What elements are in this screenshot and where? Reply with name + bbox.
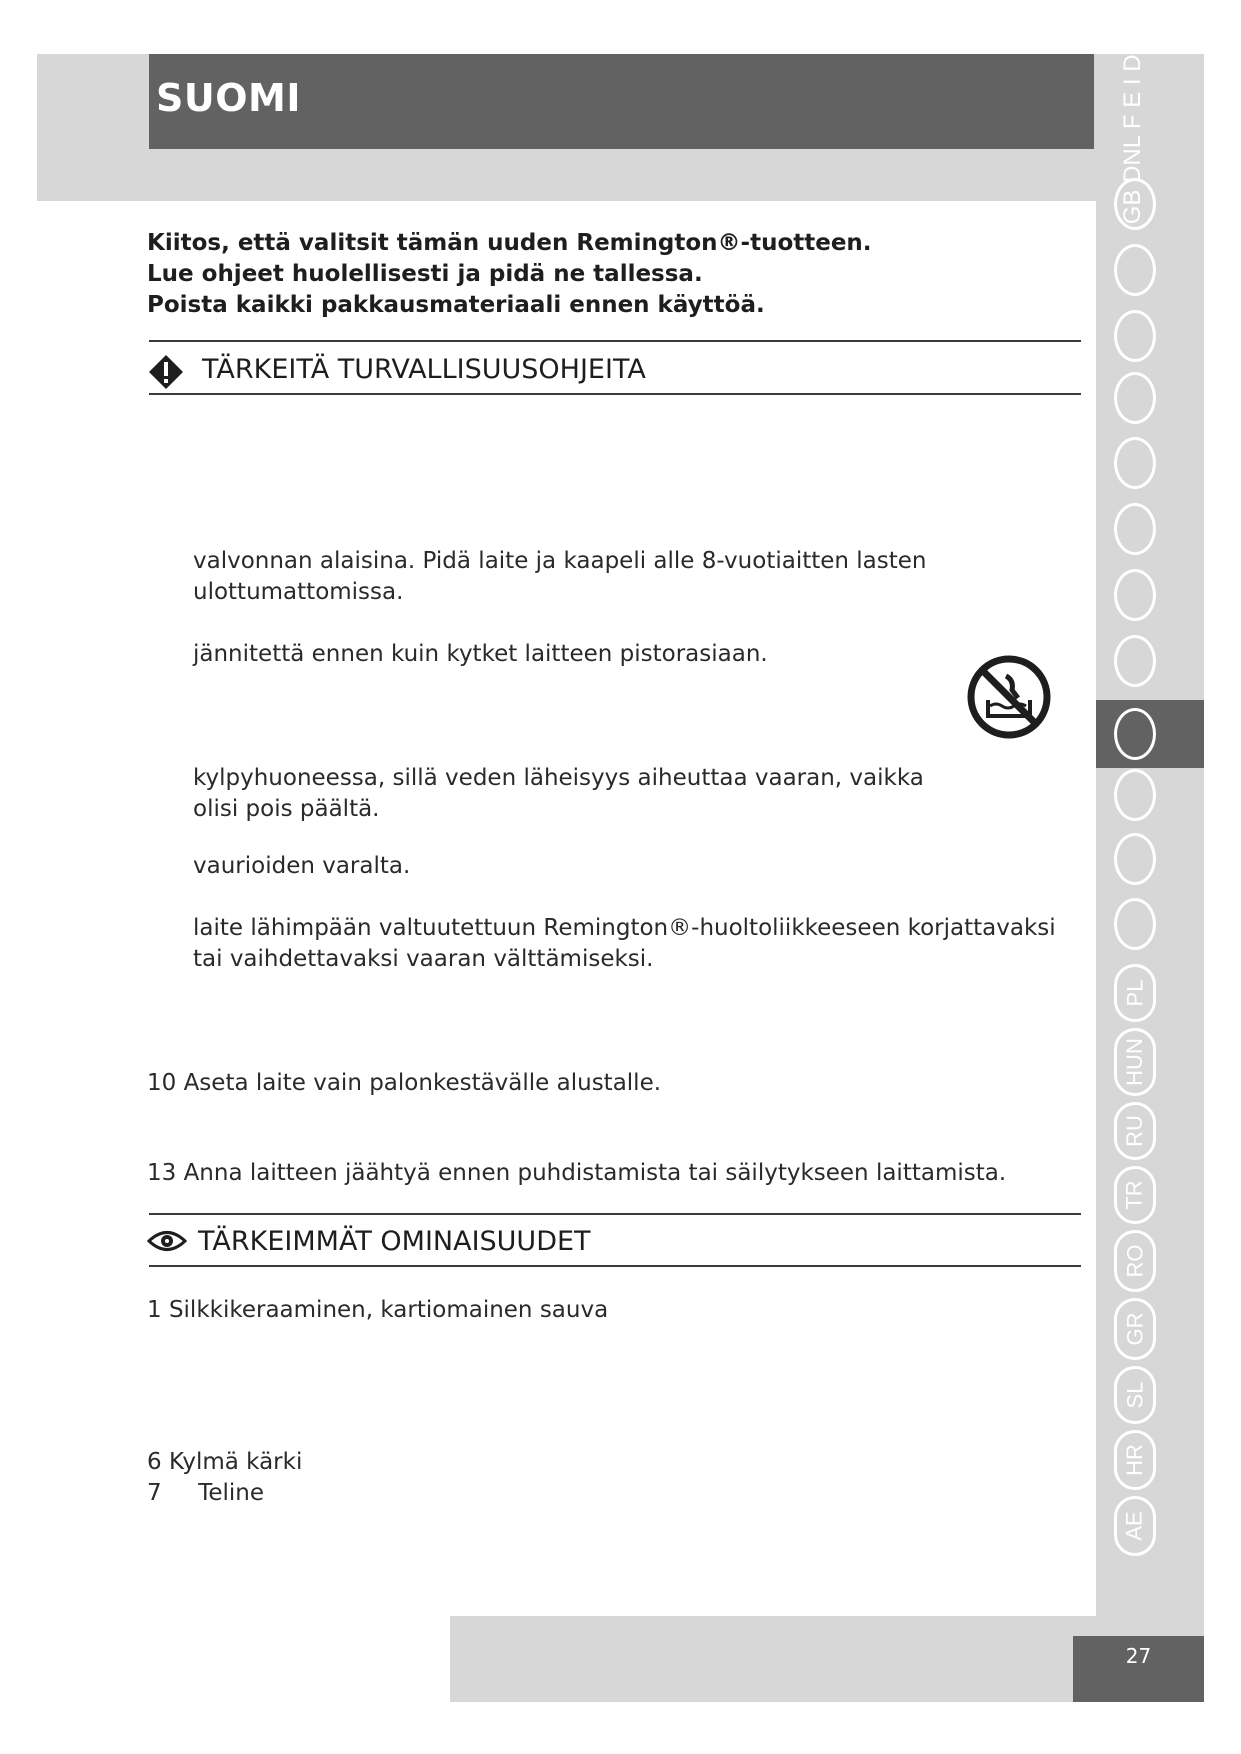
eye-icon <box>147 1228 187 1254</box>
safety-heading: TÄRKEITÄ TURVALLISUUSOHJEITA <box>202 354 646 385</box>
language-tab-sl[interactable]: SL <box>1114 1366 1156 1424</box>
language-tab-circle[interactable] <box>1114 372 1156 424</box>
safety-line: laite lähimpään valtuutettuun Remington®-huoltoliikkeeseen korjattavaksi <box>193 915 1056 941</box>
language-tab-circle[interactable] <box>1114 310 1156 362</box>
language-tab-circle[interactable] <box>1114 178 1156 230</box>
feature-item: 7 Teline <box>147 1480 264 1506</box>
language-tab-circle[interactable] <box>1114 769 1156 821</box>
language-tab-ru[interactable]: RU <box>1114 1102 1156 1160</box>
safety-line: 10 Aseta laite vain palonkestävälle alustalle. <box>147 1070 662 1096</box>
section-rule-top <box>149 1213 1081 1215</box>
no-water-icon <box>966 654 1052 740</box>
language-tab-ae[interactable]: AE <box>1114 1496 1156 1556</box>
intro-line-2: Lue ohjeet huolellisesti ja pidä ne tallessa. <box>147 261 703 287</box>
safety-line: kylpyhuoneessa, sillä veden läheisyys aiheuttaa vaaran, vaikka <box>193 765 924 791</box>
language-tab-gr[interactable]: GR <box>1114 1298 1156 1360</box>
safety-line: olisi pois päältä. <box>193 796 380 822</box>
page-title: SUOMI <box>156 76 301 120</box>
language-tab-circle-active[interactable] <box>1114 708 1156 760</box>
language-tab-circle[interactable] <box>1114 833 1156 885</box>
safety-line: tai vaihdettavaksi vaaran välttämiseksi. <box>193 946 654 972</box>
section-rule-bottom <box>149 393 1081 395</box>
page-number: 27 <box>1125 1644 1152 1668</box>
section-rule-top <box>149 340 1081 342</box>
language-tab-circle[interactable] <box>1114 569 1156 621</box>
warning-icon <box>148 354 184 390</box>
language-tab-hun[interactable]: HUN <box>1114 1028 1156 1096</box>
feature-item: 6 Kylmä kärki <box>147 1449 303 1475</box>
intro-line-1: Kiitos, että valitsit tämän uuden Remington®-tuotteen. <box>147 230 872 256</box>
language-tab-circle[interactable] <box>1114 503 1156 555</box>
feature-item: 1 Silkkikeraaminen, kartiomainen sauva <box>147 1297 609 1323</box>
language-tab-ro[interactable]: RO <box>1114 1230 1156 1292</box>
language-tab-circle[interactable] <box>1114 898 1156 950</box>
safety-line: ulottumattomissa. <box>193 579 404 605</box>
safety-line: vaurioiden varalta. <box>193 853 411 879</box>
intro-line-3: Poista kaikki pakkausmateriaali ennen käyttöä. <box>147 292 765 318</box>
language-tab-circle[interactable] <box>1114 244 1156 296</box>
language-tab-circle[interactable] <box>1114 635 1156 687</box>
language-tab-pl[interactable]: PL <box>1114 964 1156 1022</box>
language-tab-hr[interactable]: HR <box>1114 1430 1156 1490</box>
side-top-languages[interactable]: GB DNL F E I DK S <box>1119 15 1146 225</box>
features-heading: TÄRKEIMMÄT OMINAISUUDET <box>198 1226 591 1257</box>
safety-line: valvonnan alaisina. Pidä laite ja kaapeli alle 8-vuotiaitten lasten <box>193 548 927 574</box>
language-tab-tr[interactable]: TR <box>1114 1166 1156 1224</box>
safety-line: 13 Anna laitteen jäähtyä ennen puhdistamista tai säilytykseen laittamista. <box>147 1160 1007 1186</box>
section-rule-bottom <box>149 1265 1081 1267</box>
safety-line: jännitettä ennen kuin kytket laitteen pistorasiaan. <box>193 641 768 667</box>
language-tab-circle[interactable] <box>1114 437 1156 489</box>
